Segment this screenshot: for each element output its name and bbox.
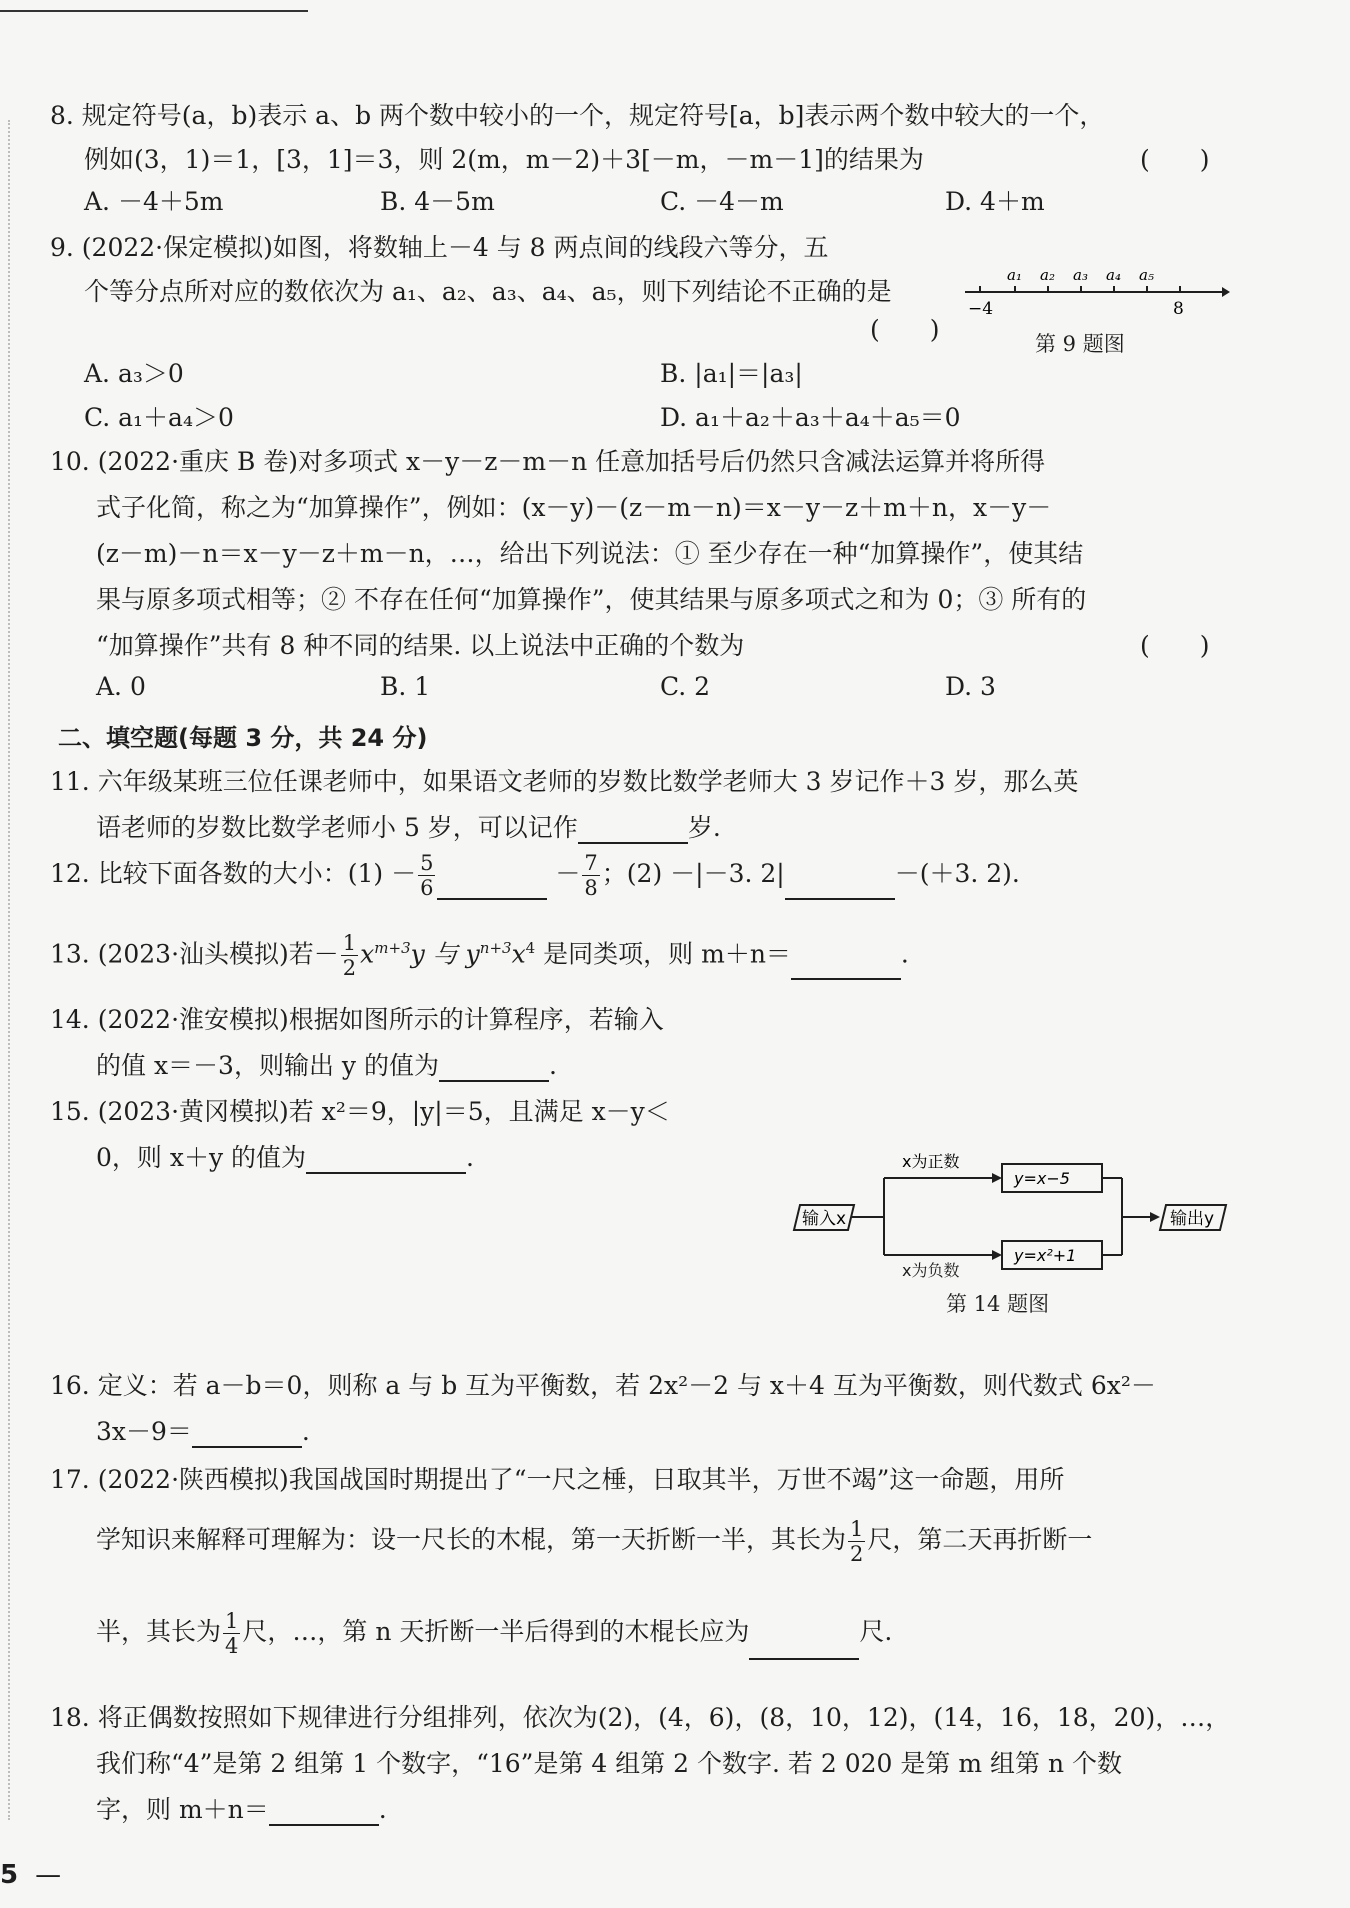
flow-out-arrow [1150,1212,1160,1222]
q18-line3: 字，则 m＋n＝ . [96,1795,387,1824]
q14-line1: 14. (2022·淮安模拟)根据如图所示的计算程序，若输入 [50,1005,664,1034]
q10-line2: 式子化简，称之为“加算操作”，例如：(x－y)－(z－m－n)＝x－y－z＋m＋n，x－y－ [96,493,1052,522]
label-minus4: −4 [968,299,994,319]
q10-option-a: A. 0 [96,672,146,701]
q14-figure-caption: 第 14 题图 [946,1292,1050,1316]
q17-line1: 17. (2022·陕西模拟)我国战国时期提出了“一尺之棰，日取其半，万世不竭”这一命题，用所 [50,1465,1065,1494]
q15-answer-blank[interactable] [306,1148,466,1174]
q8-option-b: B. 4－5m [380,187,495,216]
flow-input-label: 输入x [802,1209,847,1229]
flow-output-label: 输出y [1170,1209,1215,1229]
q9-option-d: D. a₁＋a₂＋a₃＋a₄＋a₅＝0 [660,403,961,432]
q17-fraction-quarter: $\frac{1}{4}$ [225,1609,239,1658]
q13-line: 13. (2023·汕头模拟)若－ $\frac{1}{2}$ $x^{m+3}y$ 与 $y^{n+3}x^4$ 是同类项，则 m＋n＝ . [50,931,909,981]
label-a5: a₅ [1139,266,1154,284]
q12-prefix: 12. 比较下面各数的大小：(1) － [50,859,417,888]
q9-figure-caption: 第 9 题图 [1035,332,1125,356]
q17-line2: 学知识来解释可理解为：设一尺长的木棍，第一天折断一半，其长为 $\frac{1}{2}$ 尺，第二天再折断一 [96,1517,1093,1566]
number-line-arrow [1222,287,1230,297]
q12-line [50,850,1020,900]
label-a3: a₃ [1073,266,1088,284]
q17-answer-blank[interactable] [749,1634,859,1660]
q12-part2: ；(2) －|－3. 2| [601,859,785,888]
q10-option-b: B. 1 [380,672,431,701]
q10-answer-paren: ( ) [1140,631,1210,660]
q9-option-a: A. a₃＞0 [84,359,184,388]
q10-line4: 果与原多项式相等；② 不存在任何“加算操作”，使其结果与原多项式之和为 0；③ 所有的 [96,585,1087,614]
q12-blank-2[interactable] [785,874,895,900]
q9-line2: 个等分点所对应的数依次为 a₁、a₂、a₃、a₄、a₅，则下列结论不正确的是 [84,277,892,306]
flow-top-formula: y=x−5 [1014,1169,1070,1188]
section-2-heading: 二、填空题(每题 3 分，共 24 分) [58,724,428,752]
q9-option-c: C. a₁＋a₄＞0 [84,403,234,432]
q15-line1: 15. (2023·黄冈模拟)若 x²＝9，|y|＝5，且满足 x－y＜ [50,1097,670,1126]
q16-line2: 3x－9＝ . [96,1417,310,1446]
q18-answer-blank[interactable] [269,1800,379,1826]
q8-line2: 例如(3，1)＝1，[3，1]＝3，则 2(m，m－2)＋3[－m，－m－1]的结果为 [84,145,924,174]
flow-top-condition: x为正数 [902,1152,960,1171]
q10-line5: “加算操作”共有 8 种不同的结果. 以上说法中正确的个数为 [96,631,745,660]
q12-minus: － [555,859,581,888]
q8-option-d: D. 4＋m [945,187,1045,216]
label-a2: a₂ [1040,266,1055,284]
q13-fraction: $\frac{1}{2}$ [342,931,357,981]
q14-line2: 的值 x＝－3，则输出 y 的值为 . [96,1051,557,1080]
q13-answer-blank[interactable] [791,954,901,980]
q12-blank-1[interactable] [437,874,547,900]
label-a1: a₁ [1007,266,1022,284]
q10-option-c: C. 2 [660,672,711,701]
q11-unit: 岁. [687,813,721,842]
q9-option-b: B. |a₁|＝|a₃| [660,359,803,388]
q11-text: 语老师的岁数比数学老师小 5 岁，可以记作 [96,813,578,842]
q9-answer-paren: ( ) [870,315,940,344]
q8-line1: 8. 规定符号(a，b)表示 a、b 两个数中较小的一个，规定符号[a，b]表示两个数中较大的一个， [50,101,1105,130]
q16-line1: 16. 定义：若 a－b＝0，则称 a 与 b 互为平衡数，若 2x²－2 与 x＋4 互为平衡数，则代数式 6x²－ [50,1371,1156,1400]
flow-bottom-arrow [992,1250,1002,1260]
label-8: 8 [1173,299,1184,319]
q9-number-line-figure [960,262,1230,322]
q18-line2: 我们称“4”是第 2 组第 1 个数字，“16”是第 4 组第 2 个数字. 若 2 020 是第 m 组第 n 个数 [96,1749,1122,1778]
q12-fraction-1: $\frac{5}{6}$ [420,851,434,900]
q8-option-c: C. －4－m [660,187,784,216]
q10-line1: 10. (2022·重庆 B 卷)对多项式 x－y－z－m－n 任意加括号后仍然只含减法运算并将所得 [50,447,1046,476]
top-rule [0,10,308,12]
q8-option-a: A. －4＋5m [84,187,224,216]
q17-line3: 半，其长为 $\frac{1}{4}$ 尺，…，第 n 天折断一半后得到的木棍长应为 尺. [96,1609,893,1658]
q13-prefix: 13. (2023·汕头模拟)若－ [50,939,339,969]
q12-end: －(＋3. 2). [894,859,1020,888]
q11-line1: 11. 六年级某班三位任课老师中，如果语文老师的岁数比数学老师大 3 岁记作＋3 岁，那么英 [50,767,1079,796]
q11-answer-blank[interactable] [578,818,688,844]
page-number: 5 — [0,1860,62,1890]
q14-flowchart-figure [792,1140,1232,1270]
flow-top-arrow [992,1173,1002,1183]
q11-line2 [96,808,721,844]
binding-margin [8,120,12,1820]
q14-answer-blank[interactable] [439,1056,549,1082]
flow-bottom-formula: y=x²+1 [1014,1246,1077,1265]
q10-option-d: D. 3 [945,672,996,701]
q12-fraction-2: $\frac{7}{8}$ [584,851,598,900]
q10-line3: (z－m)－n＝x－y－z＋m－n，…，给出下列说法：① 至少存在一种“加算操作”，使其结 [96,539,1084,568]
flow-bottom-condition: x为负数 [902,1261,960,1280]
q16-answer-blank[interactable] [192,1422,302,1448]
q18-line1: 18. 将正偶数按照如下规律进行分组排列，依次为(2)，(4，6)，(8，10，12)，(14，16，18，20)，…， [50,1703,1231,1732]
q17-fraction-half: $\frac{1}{2}$ [850,1517,864,1566]
q15-line2: 0，则 x＋y 的值为 . [96,1143,474,1172]
label-a4: a₄ [1106,266,1121,284]
q8-answer-paren: ( ) [1140,145,1210,174]
q9-line1: 9. (2022·保定模拟)如图，将数轴上－4 与 8 两点间的线段六等分，五 [50,233,829,262]
